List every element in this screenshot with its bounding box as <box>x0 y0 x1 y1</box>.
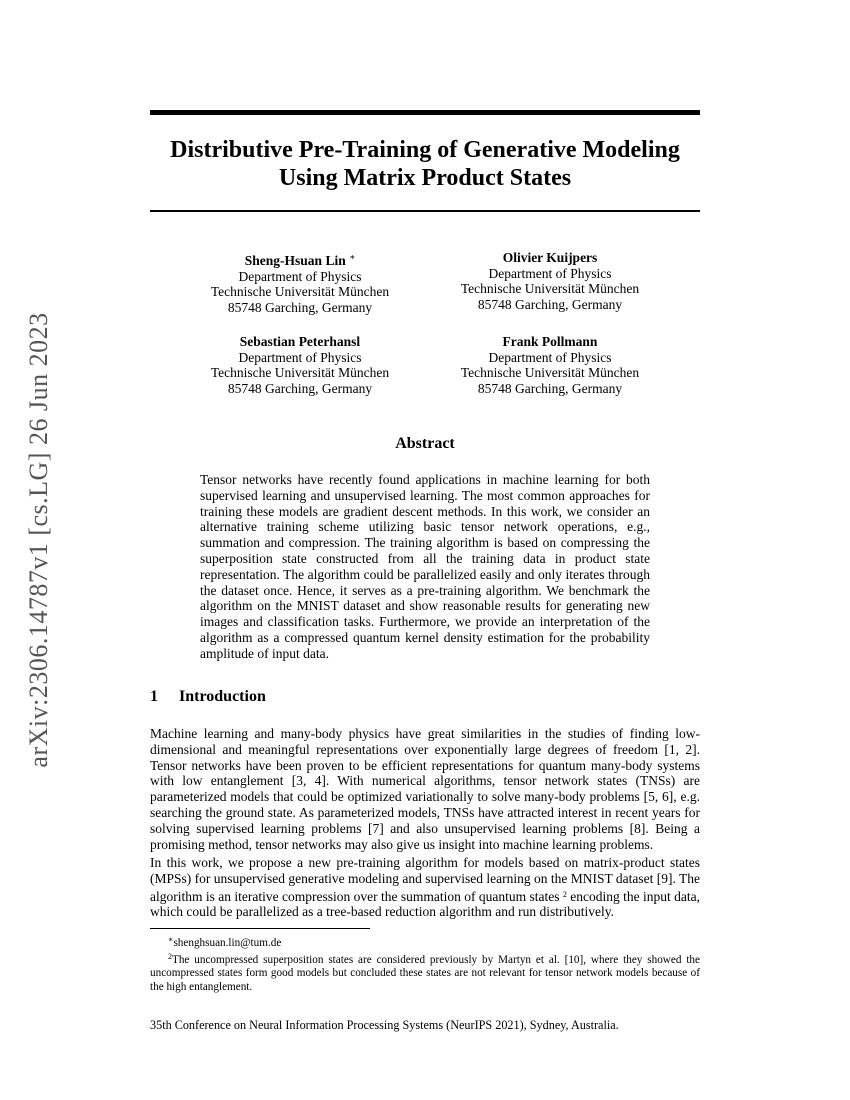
author-name: Frank Pollmann <box>502 334 598 349</box>
paper-title <box>150 136 700 192</box>
footnote-2: $^2$The uncompressed superposition states are considered previously by Martyn et al. [10], where they showed the uncompressed states form good models but concluded these states are not relevant for tensor network models because of the high entanglement. <box>150 952 700 993</box>
author-institution: Technische Universität München <box>210 365 390 380</box>
section-title: Introduction <box>179 688 266 705</box>
author-department: Department of Physics <box>238 349 362 365</box>
abstract-body: Tensor networks have recently found applications in machine learning for both supervised learning and unsupervised learning. The most common approaches for training these models are gradient descent methods. In this work, we consider an alternative training scheme utilizing basic tensor network operations, e.g., summation and compression. The training algorithm is based on compressing the superposition state constructed from all the training data in product state representation. The algorithm could be parallelized easily and only iterates through the dataset once. Hence, it serves as a pre-training algorithm. We benchmark the algorithm on the MNIST dataset and show reasonable results for generating new images and classification tasks. Furthermore, we provide an interpretation of the algorithm as a compressed quantum kernel density estimation for the probability amplitude of input data. <box>200 472 650 661</box>
author-department: Department of Physics <box>488 265 612 281</box>
title-bottom-rule <box>150 210 700 212</box>
arxiv-identifier-text: arXiv:2306.14787v1 [cs.LG] 26 Jun 2023 <box>24 312 53 768</box>
author-department: Department of Physics <box>238 268 362 284</box>
author-institution: Technische Universität München <box>460 281 640 296</box>
author-address: 85748 Garching, Germany <box>227 380 373 396</box>
author-institution: Technische Universität München <box>210 284 390 299</box>
author-footnote-mark: ∗ <box>349 252 356 262</box>
author-block-peterhansl <box>170 334 430 396</box>
author-address: 85748 Garching, Germany <box>477 380 623 396</box>
author-address: 85748 Garching, Germany <box>477 296 623 312</box>
abstract-heading: Abstract <box>395 435 455 452</box>
intro-paragraph-2: In this work, we propose a new pre-training algorithm for models based on matrix-product states (MPSs) for unsupervised generative modeling and supervised learning on the MNIST dataset [9]. The algorithm is an iterative compression over the summation of quantum states $^2$ encoding the input data, which could be parallelized as a tree-based reduction algorithm and run distributively. <box>150 855 701 920</box>
intro-paragraph-1: Machine learning and many-body physics have great similarities in the studies of finding low-dimensional and meaningful representations over exponentially large degrees of freedom [1, 2]. Tensor networks have been proven to be efficient representations for quantum many-body systems with low entanglement [3, 4]. With numerical algorithms, tensor network states (TNSs) are parameterized models that could be optimized variationally to solve many-body problems [5, 6], e.g. searching the ground state. As parameterized models, TNSs have attracted interest in recent years for solving supervised learning problems [7] and also unsupervised learning problems [8]. Being a promising method, tensor networks may also give us insight into machine learning problems. <box>150 726 700 852</box>
author-name: Sheng-Hsuan Lin ∗ <box>244 252 356 268</box>
author-block-pollmann <box>420 334 680 396</box>
author-address: 85748 Garching, Germany <box>227 299 373 315</box>
author-name: Olivier Kuijpers <box>502 250 598 265</box>
footnotes <box>150 933 700 994</box>
footnote-ref-2: 2 <box>562 889 567 899</box>
author-institution: Technische Universität München <box>460 365 640 380</box>
paper-title-line-2: Using Matrix Product States <box>278 165 572 191</box>
author-department: Department of Physics <box>488 349 612 365</box>
paper-title-line-1: Distributive Pre-Training of Generative Modeling <box>170 137 680 163</box>
section-heading-introduction <box>150 688 266 706</box>
author-block-kuijpers <box>420 250 680 312</box>
author-block-lin <box>170 250 430 315</box>
arxiv-identifier-stamp <box>14 296 64 784</box>
footnote-email: ∗shenghsuan.lin@tum.de <box>168 935 282 949</box>
conference-footer: 35th Conference on Neural Information Processing Systems (NeurIPS 2021), Sydney, Australia. <box>150 1018 619 1032</box>
section-number: 1 <box>150 688 158 705</box>
title-top-rule <box>150 110 700 115</box>
footnote-rule <box>150 928 370 929</box>
author-name: Sebastian Peterhansl <box>239 334 361 349</box>
